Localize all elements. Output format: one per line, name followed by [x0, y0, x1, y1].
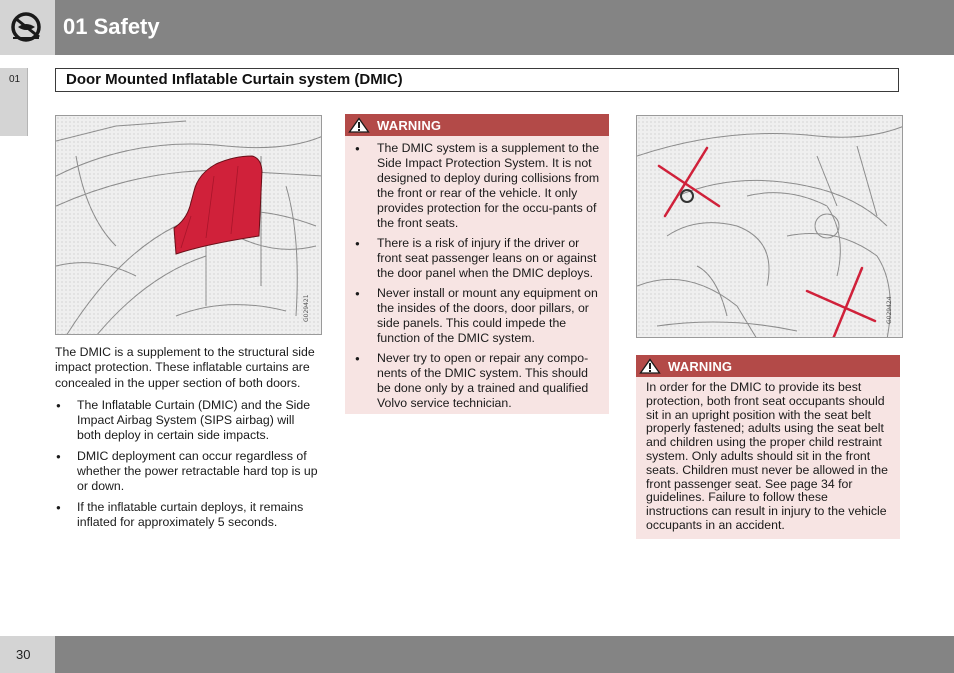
- warning-text: In order for the DMIC to provide its best protection, both front seat occupants should sit in an upright position with the seat belt properly fastened; adults using the seat belt and children using the proper child restraint system. Only adults should sit in the front seats. Children must never be allowed in the front passenger seat. See page 34 for guidelines. Failure to follow these instructions can result in injury to the vehicle occupants in an accident.: [646, 380, 888, 532]
- interior-drawing: [637, 116, 903, 338]
- warning-box-1: [345, 114, 609, 414]
- list-item: ● If the inflatable curtain deploys, it remains inflated for approximately 5 seconds.: [55, 500, 321, 531]
- chapter-side-tab-label: 01: [9, 74, 21, 85]
- page-footer: [0, 636, 954, 673]
- cross-mark-icon: [659, 148, 719, 216]
- dmic-description: [55, 345, 321, 535]
- chapter-header: [0, 0, 954, 55]
- warning-bullet-list: [345, 136, 609, 411]
- list-item: ● Never install or mount any equipment on the insides of the doors, door pillars, or side panels. This could impede the function of the DMIC system.: [355, 286, 601, 346]
- warning-title: WARNING: [668, 359, 733, 374]
- section-title: Door Mounted Inflatable Curtain system (DMIC): [55, 68, 899, 92]
- cross-mark-icon: [807, 268, 875, 338]
- warning-header: [345, 114, 609, 136]
- list-item: ● The DMIC system is a supplement to the Side Impact Protection System. It is not designed to deploy during collisions from the front or rear of the vehicle. It only provides protection for the occu-pants of the front seats.: [355, 141, 601, 231]
- list-item: ● DMIC deployment can occur regardless of whether the power retractable hard top is up or down.: [55, 449, 321, 495]
- warning-box-2: [636, 355, 900, 539]
- page-number: 30: [16, 647, 31, 662]
- figure-code: G029421: [303, 294, 310, 322]
- page-number-box: [0, 636, 55, 673]
- list-item: ● Never try to open or repair any compo-nents of the DMIC system. This should be done only by a trained and qualified Volvo service technician.: [355, 351, 601, 411]
- incorrect-seating-illustration: [636, 115, 903, 338]
- volvo-logo-icon: [9, 10, 45, 44]
- chapter-title: 01 Safety: [63, 14, 160, 39]
- chapter-side-tab[interactable]: [0, 68, 28, 136]
- list-item: ● There is a risk of injury if the driver or front seat passenger leans on or against the door panel when the DMIC deploys.: [355, 236, 601, 281]
- dmic-door-illustration: [55, 115, 322, 335]
- door-curtain-drawing: [56, 116, 322, 335]
- figure-code: G029424: [886, 296, 893, 324]
- intro-paragraph: The DMIC is a supplement to the structural side impact protection. These inflatable curtains are concealed in the upper section of both doors.: [55, 345, 315, 390]
- dmic-bullet-list: [55, 398, 321, 530]
- warning-triangle-icon: [638, 357, 662, 375]
- inflatable-curtain-highlight: [174, 156, 262, 254]
- warning-header: [636, 355, 900, 377]
- warning-triangle-icon: [347, 116, 371, 134]
- logo-box: [0, 0, 55, 55]
- list-item: ● The Inflatable Curtain (DMIC) and the Side Impact Airbag System (SIPS airbag) will both deploy in certain side impacts.: [55, 398, 321, 444]
- warning-title: WARNING: [377, 118, 442, 133]
